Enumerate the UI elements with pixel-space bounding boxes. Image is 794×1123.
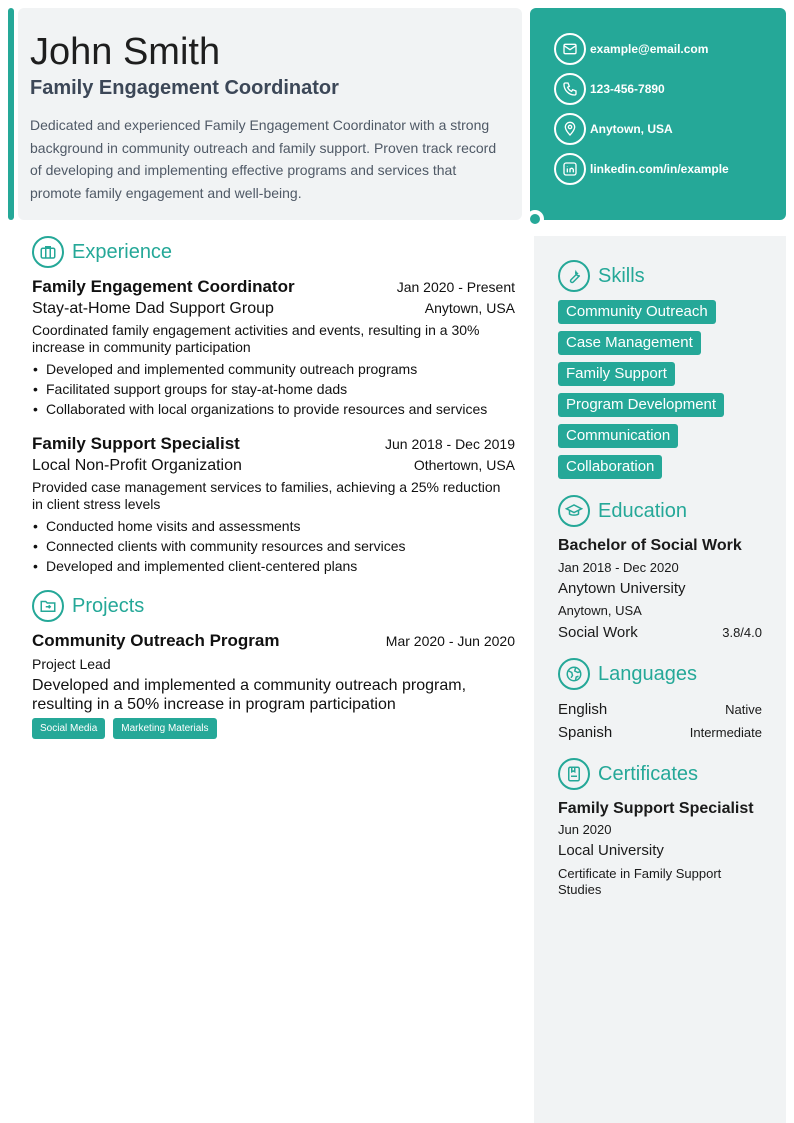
experience-heading: Experience xyxy=(72,240,173,263)
skill-badge: Collaboration xyxy=(558,455,662,479)
briefcase-icon xyxy=(32,236,64,268)
gpa: 3.8/4.0 xyxy=(722,625,762,640)
education-dates: Jan 2018 - Dec 2020 xyxy=(558,560,679,575)
list-item: • Developed and implemented community outreach programs xyxy=(32,359,515,379)
contact-location xyxy=(554,112,786,146)
job-dates: Jan 2020 - Present xyxy=(396,279,515,295)
field-of-study: Social Work xyxy=(558,624,638,641)
job-company: Stay-at-Home Dad Support Group xyxy=(32,300,274,317)
list-item: • Facilitated support groups for stay-at-home dads xyxy=(32,379,515,399)
certificate-name: Family Support Specialist xyxy=(558,800,754,817)
map-pin-icon xyxy=(554,113,586,145)
connector-dot xyxy=(526,210,544,228)
skills-section-header xyxy=(558,260,762,292)
job-bullets xyxy=(32,516,515,576)
project-tag: Marketing Materials xyxy=(113,718,216,739)
language-list xyxy=(558,698,762,744)
language-level: Intermediate xyxy=(689,725,762,740)
certificates-section-header xyxy=(558,758,762,790)
sidebar xyxy=(534,236,786,1123)
job-title: Family Support Specialist xyxy=(32,434,240,453)
languages-heading: Languages xyxy=(598,662,697,685)
location-text: Anytown, USA xyxy=(590,122,673,136)
project-dates: Mar 2020 - Jun 2020 xyxy=(385,633,515,649)
skill-badge: Family Support xyxy=(558,362,675,386)
language-level: Native xyxy=(725,702,762,717)
linkedin-icon xyxy=(554,153,586,185)
project-tag: Social Media xyxy=(32,718,105,739)
skill-badge: Case Management xyxy=(558,331,701,355)
projects-heading: Projects xyxy=(72,594,145,617)
project-role: Project Lead xyxy=(32,656,111,672)
job-dates: Jun 2018 - Dec 2019 xyxy=(385,436,515,452)
job-entry xyxy=(32,276,515,419)
experience-section-header xyxy=(32,236,515,268)
accent-bar xyxy=(8,8,14,220)
education-section-header xyxy=(558,495,762,527)
folder-icon xyxy=(32,590,64,622)
main-column xyxy=(32,236,515,753)
certificate-issuer: Local University xyxy=(558,842,664,859)
list-item: • Developed and implemented client-centered plans xyxy=(32,556,515,576)
education-heading: Education xyxy=(598,499,687,522)
phone-text: 123-456-7890 xyxy=(590,82,665,96)
job-description: Coordinated family engagement activities and events, resulting in a 30% increase in community participation xyxy=(32,322,480,355)
project-entry xyxy=(32,630,515,739)
languages-section-header xyxy=(558,658,762,690)
certificate-date: Jun 2020 xyxy=(558,822,612,837)
header-panel xyxy=(18,8,522,220)
job-bullets xyxy=(32,359,515,419)
job-description: Provided case management services to families, achieving a 25% reduction in client stress levels xyxy=(32,479,501,512)
phone-icon xyxy=(554,73,586,105)
project-name: Community Outreach Program xyxy=(32,631,280,650)
job-title: Family Engagement Coordinator xyxy=(32,277,295,296)
graduation-cap-icon xyxy=(558,495,590,527)
job-company: Local Non-Profit Organization xyxy=(32,457,242,474)
certificate-description: Certificate in Family Support Studies xyxy=(558,866,722,897)
list-item: • Conducted home visits and assessments xyxy=(32,516,515,536)
skill-badge: Community Outreach xyxy=(558,300,716,324)
summary-text: Dedicated and experienced Family Engagement Coordinator with a strong background in community outreach and family support. Proven track record of developing and implementing effective programs and services that promote family engagement and well-being. xyxy=(30,117,497,202)
school-name: Anytown University xyxy=(558,580,686,597)
job-location: Anytown, USA xyxy=(424,300,515,316)
certificate-icon xyxy=(558,758,590,790)
candidate-name: John Smith xyxy=(30,31,221,73)
certificate-entry xyxy=(558,798,762,898)
skill-list xyxy=(558,300,762,479)
degree: Bachelor of Social Work xyxy=(558,537,742,554)
project-tags xyxy=(32,718,515,739)
mail-icon xyxy=(554,33,586,65)
list-item: • Collaborated with local organizations to provide resources and services xyxy=(32,399,515,419)
wrench-icon xyxy=(558,260,590,292)
education-entry xyxy=(558,535,762,644)
linkedin-text: linkedin.com/in/example xyxy=(590,162,729,176)
contact-linkedin[interactable] xyxy=(554,152,786,186)
email-text: example@email.com xyxy=(590,42,709,56)
language-row xyxy=(558,698,762,721)
globe-icon xyxy=(558,658,590,690)
language-name: Spanish xyxy=(558,724,613,741)
school-location: Anytown, USA xyxy=(558,603,642,618)
job-location: Othertown, USA xyxy=(413,457,515,473)
projects-section-header xyxy=(32,590,515,622)
skills-heading: Skills xyxy=(598,264,645,287)
project-description: Developed and implemented a community outreach program, resulting in a 50% increase in program participation xyxy=(32,677,467,713)
contact-email[interactable] xyxy=(554,32,786,66)
contact-phone[interactable] xyxy=(554,72,786,106)
language-name: English xyxy=(558,701,608,718)
job-entry xyxy=(32,433,515,576)
skill-badge: Communication xyxy=(558,424,678,448)
list-item: • Connected clients with community resources and services xyxy=(32,536,515,556)
candidate-title: Family Engagement Coordinator xyxy=(30,77,339,99)
language-row xyxy=(558,721,762,744)
contact-panel xyxy=(530,8,786,220)
skill-badge: Program Development xyxy=(558,393,724,417)
certificates-heading: Certificates xyxy=(598,762,699,785)
